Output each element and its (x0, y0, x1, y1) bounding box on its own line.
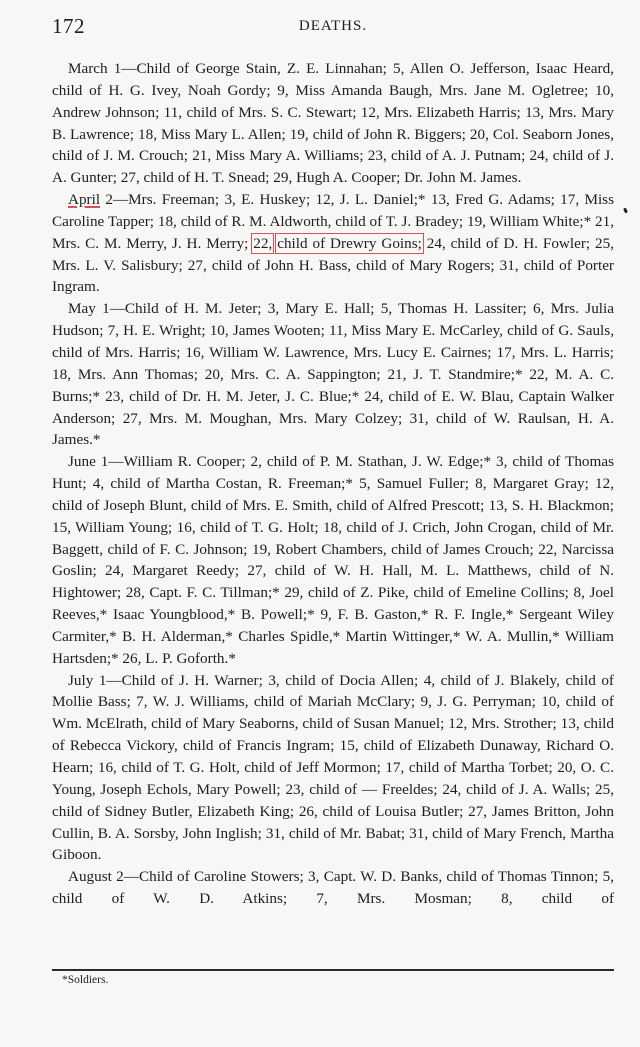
footnote-rule (52, 969, 614, 971)
april-month-underlined: April (68, 191, 101, 209)
paragraph-july: July 1—Child of J. H. Warner; 3, child of Docia Allen; 4, child of J. Blakely, child of Mollie Bass; 7, W. J. Williams, child of Mariah McClary; 9, J. G. Perryman; 10, child of Wm. McElrath, child of Mary Seaborns, child of Susan Manuel; 12, Mrs. Strother; 13, child of Rebecca Vickory, child of Francis Ingram; 15, child of Elizabeth Dunaway, Richard O. Hearn; 16, child of T. G. Holt, child of Jeff Mormon; 17, child of Martha Torbet; 20, O. C. Young, Joseph Echols, Mary Powell; 23, child of — Freeldes; 24, child of J. A. Walls; 25, child of Sidney Butler, Elizabeth King; 26, child of Louisa Butler; 27, James Britton, John Cullin, B. A. Sorsby, John Inglish; 31, child of Mr. Babat; 31, child of Mary French, Martha Giboon. (52, 671, 614, 864)
running-title: DEATHS. (298, 18, 368, 34)
deaths-list (52, 58, 614, 910)
april-text-part1: 2—Mrs. Freeman; 3, E. Huskey; 12, J. L. Daniel;* 13, Fred G. Adams; 17, Miss Caroline Tapper; 18, child of R. M. Aldworth, child of T. J. Bradey; 19, William White;* 21, Mrs. C. M. Merry, J. H. Merry; (52, 191, 614, 252)
paragraph-march: March 1—Child of George Stain, Z. E. Linnahan; 5, Allen O. Jefferson, Isaac Heard, child of H. G. Ivey, Noah Gordy; 9, Miss Amanda Baugh, Mrs. Jane M. Ogletree; 10, Andrew Johnson; 11, child of Mrs. S. C. Stewart; 12, Mrs. Elizabeth Harris; 13, Mrs. Mary B. Lawrence; 18, Miss Mary L. Allen; 19, child of John R. Biggers; 20, Col. Seaborn Jones, child of J. M. Crouch; 21, Miss Mary A. Williams; 23, child of A. J. Putnam; 24, child of J. A. Gunter; 27, child of H. T. Snead; 29, Hugh A. Cooper; Dr. John M. James. (52, 60, 614, 187)
paragraph-april (52, 189, 614, 298)
highlight-box-entry: child of Drewry Goins; (277, 234, 422, 252)
april-text-part2: 24, child of D. H. Fowler; 25, Mrs. L. V. Salisbury; 27, child of John H. Bass, child of Mary Rogers; 31, child of Porter Ingram. (52, 234, 615, 296)
paragraph-august: August 2—Child of Caroline Stowers; 3, Capt. W. D. Banks, child of Thomas Tinnon; 5, child of W. D. Atkins; 7, Mrs. Mosman; 8, child of (52, 868, 614, 908)
highlight-box-day: 22, (253, 234, 273, 252)
page-header (52, 14, 614, 42)
paragraph-june: June 1—William R. Cooper; 2, child of P. M. Stathan, J. W. Edge;* 3, child of Thomas Hunt; 4, child of Martha Costan, R. Freeman;* 5, Samuel Fuller; 8, Margaret Gray; 12, child of Joseph Blunt, child of Mrs. E. Smith, child of Alfred Prescott; 13, S. H. Blackmon; 15, William Young; 16, child of T. G. Holt; 18, child of J. Crich, John Crogan, child of Mr. Baggett, child of F. C. Johnson; 19, Robert Chambers, child of James Crouch; 22, Narcissa Goslin; 24, Margaret Reedy; 27, child of W. H. Hall, M. L. Matthews, child of N. Hightower; 28, Capt. F. C. Tillman;* 29, child of Z. Pike, child of Emeline Collins; 8, Joel Reeves,* Isaac Youngblood,* B. Powell;* 9, F. B. Gaston,* R. F. Ingle,* Sergeant Wiley Carmiter,* B. H. Alderman,* Charles Spidle,* Martin Wittinger,* W. A. Mullin,* William Hartsden;* 26, L. P. Goforth.* (52, 453, 614, 667)
footnote: *Soldiers. (62, 974, 109, 986)
scan-speck-mark (623, 208, 628, 214)
paragraph-may: May 1—Child of H. M. Jeter; 3, Mary E. Hall; 5, Thomas H. Lassiter; 6, Mrs. Julia Hudson; 7, H. E. Wright; 10, James Wooten; 11, Miss Mary E. McCarley, child of G. Sauls, child of Mrs. Harris; 16, William W. Lawrence, Mrs. Lucy E. Cairnes; 17, Mrs. L. Harris; 18, Mrs. Ann Thomas; 20, Mrs. C. A. Sappington; 21, J. T. Standmire;* 22, M. A. C. Burns;* 23, child of Dr. H. M. Jeter, J. C. Blue;* 24, child of E. W. Blau, Captain Walker Anderson; 27, Mrs. M. Moughan, Mrs. Mary Colzey; 31, child of W. Raulsan, H. A. James.* (52, 300, 614, 449)
page-number: 172 (52, 14, 85, 38)
